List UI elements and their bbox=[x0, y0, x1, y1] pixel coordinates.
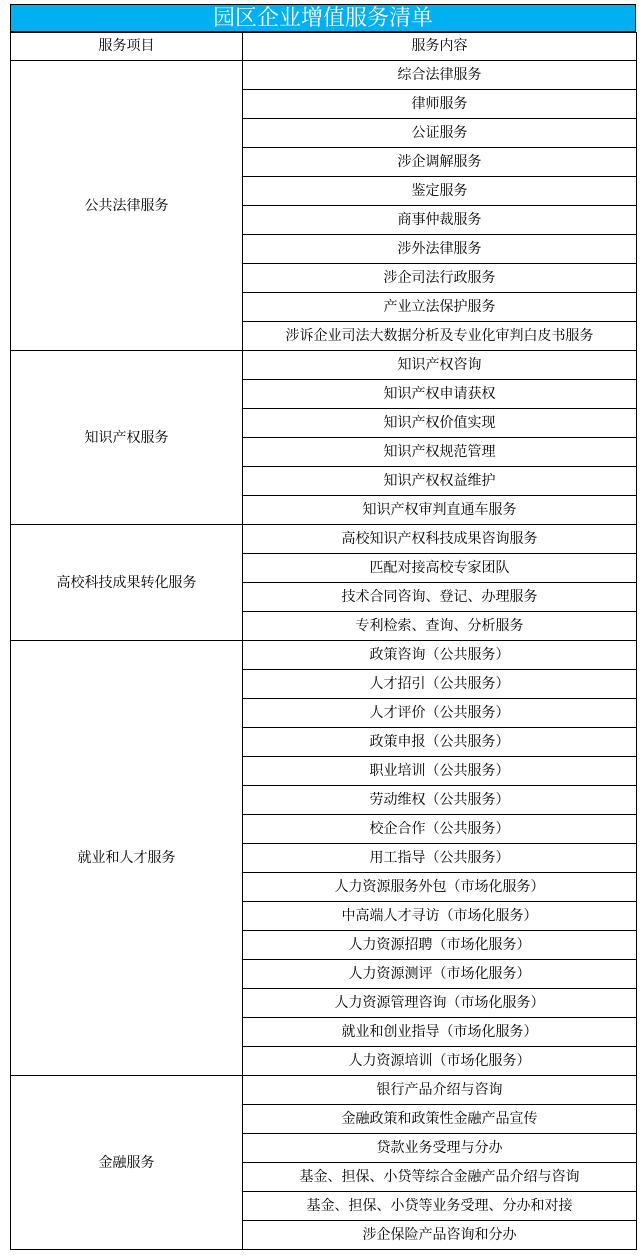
service-cell: 涉企保险产品咨询和分办 bbox=[243, 1221, 637, 1250]
category-cell: 知识产权服务 bbox=[11, 351, 243, 525]
service-cell: 匹配对接高校专家团队 bbox=[243, 554, 637, 583]
service-cell: 用工指导（公共服务） bbox=[243, 844, 637, 873]
service-cell: 商事仲裁服务 bbox=[243, 206, 637, 235]
table-row bbox=[11, 525, 637, 554]
table-row bbox=[11, 351, 637, 380]
service-cell: 中高端人才寻访（市场化服务） bbox=[243, 902, 637, 931]
service-cell: 产业立法保护服务 bbox=[243, 293, 637, 322]
sheet-title: 园区企业增值服务清单 bbox=[10, 4, 636, 32]
service-cell: 职业培训（公共服务） bbox=[243, 757, 637, 786]
service-cell: 基金、担保、小贷等业务受理、分办和对接 bbox=[243, 1192, 637, 1221]
service-cell: 贷款业务受理与分办 bbox=[243, 1134, 637, 1163]
service-cell: 金融政策和政策性金融产品宣传 bbox=[243, 1105, 637, 1134]
service-cell: 基金、担保、小贷等综合金融产品介绍与咨询 bbox=[243, 1163, 637, 1192]
service-cell: 人力资源测评（市场化服务） bbox=[243, 960, 637, 989]
service-table-body bbox=[11, 33, 637, 1250]
service-cell: 技术合同咨询、登记、办理服务 bbox=[243, 583, 637, 612]
category-cell: 金融服务 bbox=[11, 1076, 243, 1250]
service-list-sheet bbox=[10, 4, 636, 1250]
service-cell: 银行产品介绍与咨询 bbox=[243, 1076, 637, 1105]
service-cell: 知识产权价值实现 bbox=[243, 409, 637, 438]
service-cell: 人力资源培训（市场化服务） bbox=[243, 1047, 637, 1076]
service-cell: 涉企司法行政服务 bbox=[243, 264, 637, 293]
service-cell: 人才招引（公共服务） bbox=[243, 670, 637, 699]
category-cell: 就业和人才服务 bbox=[11, 641, 243, 1076]
service-cell: 高校知识产权科技成果咨询服务 bbox=[243, 525, 637, 554]
service-cell: 知识产权规范管理 bbox=[243, 438, 637, 467]
service-cell: 知识产权咨询 bbox=[243, 351, 637, 380]
service-cell: 劳动维权（公共服务） bbox=[243, 786, 637, 815]
service-cell: 鉴定服务 bbox=[243, 177, 637, 206]
service-cell: 人力资源招聘（市场化服务） bbox=[243, 931, 637, 960]
service-cell: 涉外法律服务 bbox=[243, 235, 637, 264]
service-cell: 校企合作（公共服务） bbox=[243, 815, 637, 844]
service-cell: 就业和创业指导（市场化服务） bbox=[243, 1018, 637, 1047]
table-row bbox=[11, 1076, 637, 1105]
service-cell: 人力资源管理咨询（市场化服务） bbox=[243, 989, 637, 1018]
service-cell: 人才评价（公共服务） bbox=[243, 699, 637, 728]
service-cell: 公证服务 bbox=[243, 119, 637, 148]
service-cell: 涉诉企业司法大数据分析及专业化审判白皮书服务 bbox=[243, 322, 637, 351]
header-service-item: 服务项目 bbox=[11, 33, 243, 61]
service-cell: 知识产权申请获权 bbox=[243, 380, 637, 409]
service-cell: 涉企调解服务 bbox=[243, 148, 637, 177]
table-row bbox=[11, 61, 637, 90]
header-service-content: 服务内容 bbox=[243, 33, 637, 61]
service-cell: 律师服务 bbox=[243, 90, 637, 119]
service-cell: 政策咨询（公共服务） bbox=[243, 641, 637, 670]
service-cell: 专利检索、查询、分析服务 bbox=[243, 612, 637, 641]
category-cell: 公共法律服务 bbox=[11, 61, 243, 351]
category-cell: 高校科技成果转化服务 bbox=[11, 525, 243, 641]
table-row bbox=[11, 641, 637, 670]
service-table bbox=[10, 32, 637, 1250]
service-cell: 知识产权权益维护 bbox=[243, 467, 637, 496]
service-cell: 政策申报（公共服务） bbox=[243, 728, 637, 757]
service-cell: 人力资源服务外包（市场化服务） bbox=[243, 873, 637, 902]
service-cell: 综合法律服务 bbox=[243, 61, 637, 90]
service-cell: 知识产权审判直通车服务 bbox=[243, 496, 637, 525]
table-header-row bbox=[11, 33, 637, 61]
